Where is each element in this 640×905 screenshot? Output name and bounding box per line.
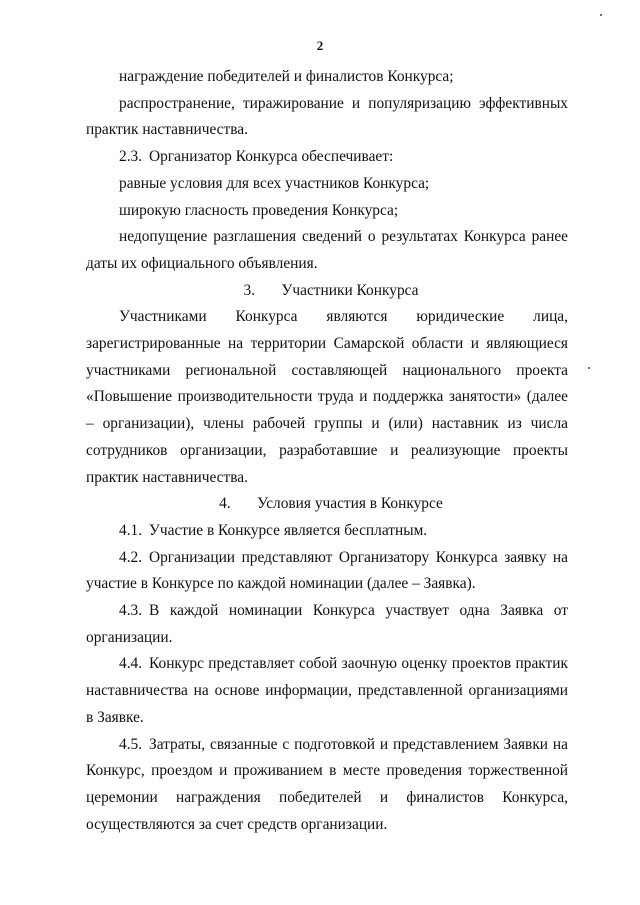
paragraph-text: Участниками Конкурса являются юридические лица, зарегистрированные на территории Самарской области и являющиеся участниками региональной составляющей национального проекта «Повышение производительности труда и поддержка занятости» (далее – организации), члены рабочей группы и (или) наставник из числа сотрудников организации, разработавшие и реализующие проекты практик наставничества. (86, 308, 568, 486)
section-title: Условия участия в Конкурсе (257, 495, 443, 513)
paragraph (86, 224, 568, 277)
section-heading (86, 491, 568, 518)
paragraph (86, 651, 568, 731)
paragraph-text: Участие в Конкурсе является бесплатным. (149, 521, 428, 539)
clause-number: 4.2. (119, 548, 143, 566)
paragraph (86, 144, 568, 171)
scan-speck (600, 14, 602, 16)
section-number: 3. (243, 281, 256, 299)
paragraph-text: Организатор Конкурса обеспечивает: (149, 148, 394, 166)
paragraph (86, 545, 568, 598)
clause-number: 4.3. (119, 602, 143, 620)
paragraph-text: распространение, тиражирование и популяризацию эффективных практик наставничества. (86, 94, 568, 139)
paragraph-text: Затраты, связанные с подготовкой и представлением Заявки на Конкурс, проездом и проживанием в месте проведения торжественной церемонии награждения победителей и финалистов Конкурса, осуществляются за счет средств организации. (86, 735, 568, 833)
section-number: 4. (219, 495, 231, 513)
paragraph (86, 198, 568, 225)
page-number: 2 (316, 38, 324, 53)
paragraph (86, 171, 568, 198)
section-heading (86, 278, 568, 305)
paragraph-text: Организации представляют Организатору Конкурса заявку на участие в Конкурсе по каждой номинации (далее – Заявка). (86, 548, 568, 593)
paragraph (86, 64, 568, 91)
paragraph-text: Конкурс представляет собой заочную оценку проектов практик наставничества на основе информации, представленной организациями в Заявке. (86, 655, 568, 726)
clause-number: 4.4. (119, 655, 143, 673)
paragraph-text: В каждой номинации Конкурса участвует одна Заявка от организации. (86, 602, 568, 646)
scan-speck (588, 367, 590, 369)
paragraph (86, 598, 568, 651)
paragraph-text: равные условия для всех участников Конкурса; (119, 174, 430, 192)
paragraph-text: награждение победителей и финалистов Конкурса; (119, 68, 454, 85)
paragraph (86, 518, 568, 545)
paragraph-text: широкую гласность проведения Конкурса; (119, 201, 399, 219)
paragraph (86, 304, 568, 491)
paragraph (86, 91, 568, 144)
clause-number: 4.5. (119, 735, 143, 753)
document-body (86, 64, 568, 838)
clause-number: 2.3. (119, 148, 143, 166)
clause-number: 4.1. (119, 521, 143, 539)
paragraph (86, 732, 568, 839)
section-title: Участники Конкурса (281, 281, 419, 299)
paragraph-text: недопущение разглашения сведений о результатах Конкурса ранее даты их официального объявления. (86, 228, 568, 272)
